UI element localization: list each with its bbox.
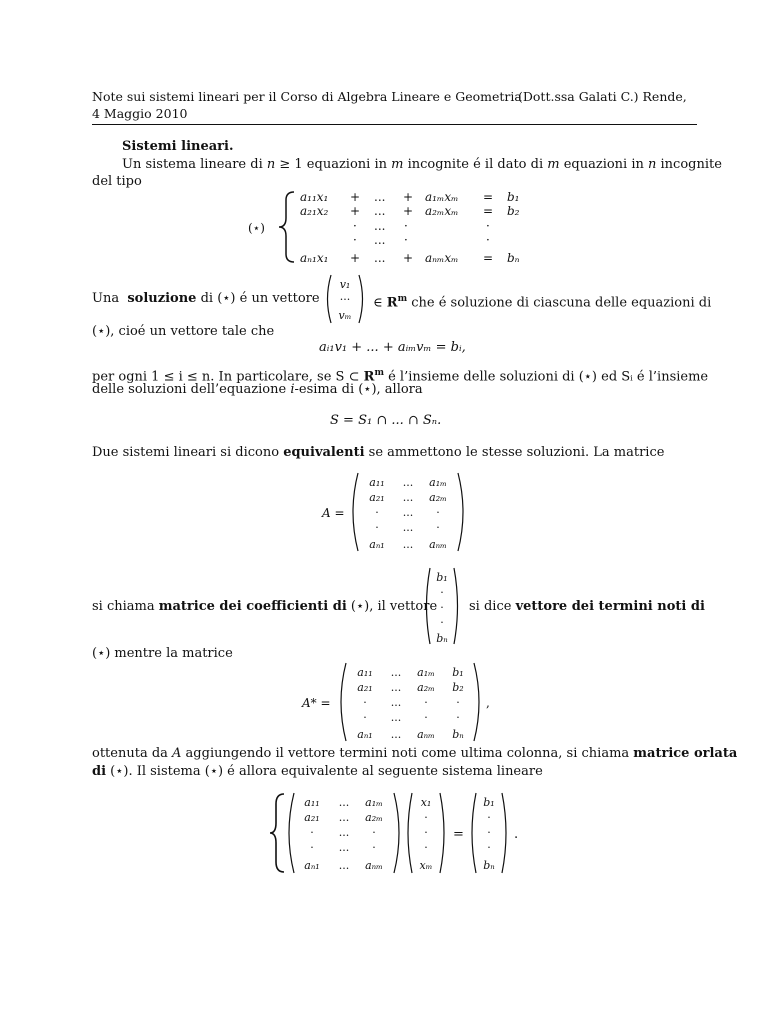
cell: · — [487, 811, 491, 824]
header-rule — [92, 124, 697, 125]
paren-left — [472, 793, 476, 873]
paragraph-1-line-1 — [122, 156, 722, 174]
cell: a₂ₘ — [429, 491, 447, 504]
cell: b₁ — [507, 190, 520, 204]
cell: xₘ — [419, 859, 433, 872]
text: di (⋆) é un vettore — [200, 291, 320, 306]
cell: a₂₁x₂ — [300, 204, 329, 218]
text: ≥ 1 equazioni in — [275, 157, 392, 172]
text: se ammettono le stesse soluzioni. La matrice — [364, 445, 665, 460]
cell: a₂₁ — [369, 491, 385, 504]
cell: bₙ — [483, 859, 495, 872]
cell: bₙ — [507, 251, 520, 265]
text: delle soluzioni dell’equazione — [92, 382, 291, 397]
cell: = — [483, 190, 494, 204]
matrix-system — [268, 790, 538, 876]
cell: + — [403, 251, 414, 265]
cell: · — [440, 616, 444, 629]
cell: aₙₘ — [365, 859, 383, 872]
cell: · — [353, 233, 357, 247]
cell: aₙ₁ — [304, 859, 320, 872]
comma: , — [486, 696, 490, 710]
cell: · — [353, 219, 357, 233]
text: (⋆), il vettore — [346, 599, 438, 614]
paragraph-2-line-1b — [373, 290, 711, 312]
cell: ... — [390, 681, 402, 694]
cell: ... — [338, 811, 350, 824]
cell: + — [350, 190, 361, 204]
text: -esima di (⋆), allora — [294, 382, 423, 397]
vector-b — [422, 565, 462, 647]
cell: · — [486, 219, 490, 233]
cell: a₁₁ — [369, 476, 385, 489]
text: incognite — [656, 157, 722, 172]
cell: x₁ — [420, 796, 432, 809]
text: aggiungendo il vettore termini noti come ultima colonna, si chiama — [181, 746, 634, 761]
paren-right — [502, 793, 506, 873]
text: é l’insieme delle soluzioni di (⋆) ed Sᵢ é l’insieme — [383, 369, 709, 385]
cell: ··· — [339, 293, 351, 306]
paragraph-5-line-2: (⋆) mentre la matrice — [92, 646, 233, 661]
cell: + — [403, 190, 414, 204]
matrix-A-star — [300, 660, 500, 744]
formula-intersection: S = S₁ ∩ ... ∩ Sₙ. — [330, 413, 442, 428]
paragraph-6-line-2 — [92, 763, 543, 781]
cell: a₁ₘxₘ — [425, 190, 459, 204]
paren-right — [440, 793, 444, 873]
cell: · — [375, 521, 379, 534]
math-m: m — [397, 294, 408, 304]
paren-left — [427, 568, 431, 644]
paragraph-6-line-1 — [92, 745, 737, 763]
paren-left — [328, 275, 332, 323]
header-date: 4 Maggio 2010 — [92, 106, 188, 121]
paragraph-3-line-2 — [92, 381, 423, 399]
term-matrice-orlata: matrice orlata — [633, 746, 738, 761]
cell: = — [483, 251, 494, 265]
cell: ... — [402, 521, 414, 534]
cell: · — [436, 521, 440, 534]
cell: b₁ — [483, 796, 495, 809]
cell: ... — [374, 233, 386, 247]
cell: · — [487, 841, 491, 854]
cell: · — [424, 711, 428, 724]
cell: · — [424, 841, 428, 854]
cell: · — [424, 696, 428, 709]
paren-left — [408, 793, 412, 873]
cell: · — [436, 506, 440, 519]
cell: ... — [390, 666, 402, 679]
cell: = — [483, 204, 494, 218]
paren-left — [353, 473, 358, 551]
period: . — [514, 827, 519, 842]
cell: ... — [338, 859, 350, 872]
cell: a₂₁ — [304, 811, 320, 824]
term-matrice-coefficienti: matrice dei coefficienti di — [158, 599, 347, 614]
cell: aₙₘ — [417, 728, 435, 741]
math-m: m — [391, 157, 404, 172]
math-i: i — [290, 382, 295, 397]
system-label: (⋆) — [248, 221, 265, 235]
cell: vₘ — [338, 309, 352, 322]
text: che é soluzione di ciascuna delle equazioni di — [411, 295, 712, 311]
term-vettore-termini-noti: vettore dei termini noti di — [515, 599, 705, 614]
header-left: Note sui sistemi lineari per il Corso di Algebra Lineare e Geometria — [92, 89, 522, 104]
paragraph-2-line-2: (⋆), cioé un vettore tale che — [92, 324, 275, 339]
paren-right — [474, 663, 479, 741]
cell: · — [440, 586, 444, 599]
cell: aₙ₁ — [357, 728, 373, 741]
equation-system — [240, 184, 540, 270]
cell: · — [310, 841, 314, 854]
matrix-A-label: A = — [322, 506, 345, 520]
cell: ... — [390, 711, 402, 724]
cell: · — [310, 826, 314, 839]
text: ∈ — [373, 295, 383, 311]
cell: · — [456, 711, 460, 724]
text: per ogni 1 ≤ i ≤ n. In particolare, se S ⊂ — [92, 369, 364, 385]
cell: + — [350, 204, 361, 218]
cell: ... — [374, 190, 386, 204]
cell: · — [486, 233, 490, 247]
paren-right — [454, 568, 458, 644]
cell: a₁₁x₁ — [300, 190, 329, 204]
cell: ... — [338, 796, 350, 809]
text: (⋆). Il sistema (⋆) é allora equivalente al seguente sistema lineare — [106, 764, 543, 779]
cell: a₁ₘ — [417, 666, 435, 679]
cell: · — [372, 826, 376, 839]
system-brace — [279, 192, 294, 262]
paragraph-4 — [92, 444, 664, 462]
text: si dice — [469, 599, 516, 614]
math-m: m — [374, 368, 384, 378]
cell: a₁₁ — [357, 666, 373, 679]
text: equazioni in — [559, 157, 649, 172]
text: Un sistema lineare di — [122, 157, 267, 172]
cell: b₁ — [452, 666, 464, 679]
section-title: Sistemi lineari. — [122, 139, 234, 154]
cell: · — [424, 826, 428, 839]
cell: a₁ₘ — [429, 476, 447, 489]
cell: bₙ — [436, 632, 448, 645]
math-m: m — [547, 157, 560, 172]
cell: · — [404, 219, 408, 233]
text: Due sistemi lineari si dicono — [92, 445, 284, 460]
math-n: n — [648, 157, 657, 172]
cell: ... — [374, 251, 386, 265]
cell: + — [350, 251, 361, 265]
term-soluzione: soluzione — [127, 291, 197, 306]
cell: · — [424, 811, 428, 824]
text: si chiama — [92, 599, 159, 614]
vector-v — [322, 272, 368, 326]
cell: · — [375, 506, 379, 519]
cell: a₁ₘ — [365, 796, 383, 809]
cell: a₂ₘ — [417, 681, 435, 694]
cell: ... — [402, 491, 414, 504]
paragraph-5-line-1a — [92, 598, 437, 616]
cell: · — [404, 233, 408, 247]
cell: ... — [402, 538, 414, 551]
matrix-A — [318, 470, 468, 554]
term-di: di — [92, 764, 107, 779]
cell: + — [403, 204, 414, 218]
cell: a₁₁ — [304, 796, 320, 809]
cell: a₂ₘxₘ — [425, 204, 459, 218]
paragraph-1-line-2: del tipo — [92, 174, 142, 189]
cell: b₂ — [452, 681, 464, 694]
cell: bₙ — [452, 728, 464, 741]
paren-left — [341, 663, 346, 741]
math-R: R — [363, 369, 375, 385]
math-R: R — [386, 295, 398, 311]
cell: · — [487, 826, 491, 839]
cell: aₙₘxₘ — [425, 251, 459, 265]
cell: · — [363, 696, 367, 709]
cell: ... — [374, 219, 386, 233]
cell: a₂ₘ — [365, 811, 383, 824]
matrix-Astar-label: A* = — [302, 696, 331, 710]
cell: · — [456, 696, 460, 709]
cell: ... — [402, 506, 414, 519]
term-equivalenti: equivalenti — [283, 445, 365, 460]
cell: aₙₘ — [429, 538, 447, 551]
formula-equation-i: aᵢ₁v₁ + ... + aᵢₘvₘ = bᵢ, — [319, 340, 466, 355]
cell: ... — [338, 841, 350, 854]
system-brace — [270, 794, 284, 872]
paren-right — [359, 275, 363, 323]
math-n: n — [266, 157, 276, 172]
text: ottenuta da — [92, 746, 173, 761]
cell: ... — [402, 476, 414, 489]
cell: ... — [390, 728, 402, 741]
cell: v₁ — [339, 278, 351, 291]
cell: · — [363, 711, 367, 724]
paragraph-2-line-1a — [92, 290, 320, 308]
cell: ... — [338, 826, 350, 839]
equals-sign: = — [453, 827, 464, 842]
cell: b₁ — [436, 571, 448, 584]
paren-left — [289, 793, 294, 873]
header-right: (Dott.ssa Galati C.) Rende, — [518, 89, 687, 104]
cell: b₂ — [507, 204, 520, 218]
cell: aₙ₁ — [369, 538, 385, 551]
cell: · — [372, 841, 376, 854]
cell: a₂₁ — [357, 681, 373, 694]
cell: · — [440, 601, 444, 614]
cell: ... — [390, 696, 402, 709]
paren-right — [458, 473, 463, 551]
paragraph-5-line-1b — [469, 598, 705, 616]
text: Una — [92, 291, 120, 306]
text: incognite é il dato di — [403, 157, 548, 172]
cell: ... — [374, 204, 386, 218]
paren-right — [394, 793, 399, 873]
cell: aₙ₁x₁ — [300, 251, 329, 265]
math-A: A — [172, 746, 182, 761]
